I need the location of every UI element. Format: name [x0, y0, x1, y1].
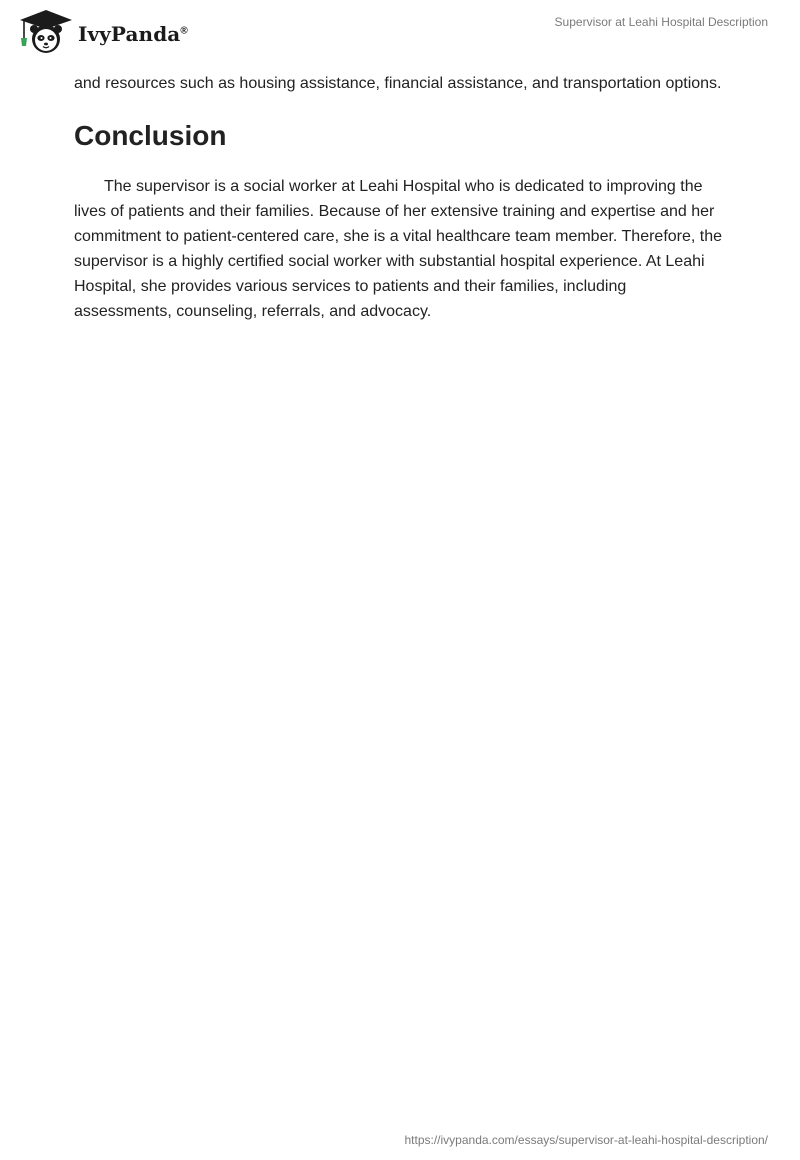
conclusion-paragraph: The supervisor is a social worker at Leahi Hospital who is dedicated to improving the lives of patients and their families. Because of her extensive training and expertise and her commitment to patient-centered care, she is a vital healthcare team member. Therefore, the supervisor is a highly certified social worker with substantial hospital experience. At Leahi Hospital, she provides various services to patients and their families, including assessments, counseling, referrals, and advocacy. — [74, 178, 723, 320]
logo-wordmark: IvyPanda® — [78, 22, 188, 46]
page-header — [0, 0, 800, 64]
registered-mark: ® — [180, 25, 188, 37]
ivypanda-logo[interactable] — [16, 8, 188, 56]
document-title: Supervisor at Leahi Hospital Description — [554, 15, 768, 29]
source-url-link[interactable]: https://ivypanda.com/essays/supervisor-at-leahi-hospital-description/ — [404, 1133, 768, 1147]
panda-graduation-cap-icon — [16, 8, 76, 56]
section-heading-conclusion: Conclusion — [74, 120, 227, 151]
document-body — [74, 71, 724, 324]
continued-paragraph: and resources such as housing assistance, financial assistance, and transportation options. — [74, 75, 722, 92]
